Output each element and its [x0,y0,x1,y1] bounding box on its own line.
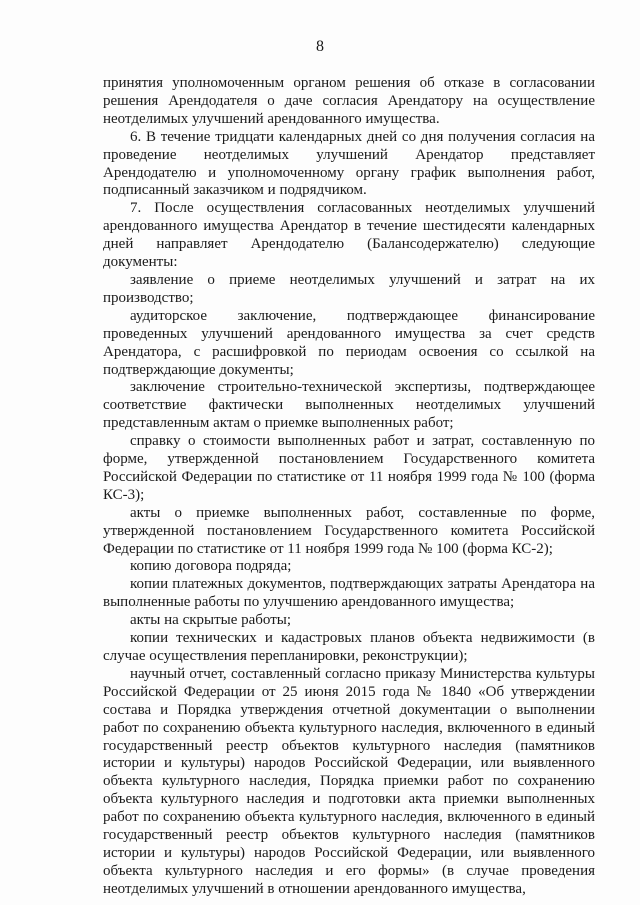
list-item-hidden-works: акты на скрытые работы; [130,612,292,629]
paragraph-continuation: принятия уполномоченным органом решения об отказе в согласовании решения Арендодателя о даче согласия Арендатору на осуществление неотделимых улучшений арендованного имущества. [103,75,595,127]
paragraph-item-6: 6. В течение тридцати календарных дней со дня получения согласия на проведение неотделимых улучшений Арендатор представляет Арендодателю и уполномоченному органу график выполнения работ, подписанный заказчиком и подрядчиком. [103,128,595,199]
list-item-expertise: заключение строительно-технической экспертизы, подтверждающее соответствие фактически выполненных неотделимых улучшений представленным актам о приемке выполненных работ; [103,379,595,432]
paragraph-item-7: 7. После осуществления согласованных неотделимых улучшений арендованного имущества Арендатор в течение шестидесяти календарных дней направляет Арендодателю (Балансодержателю) следующие документы: [103,200,595,271]
list-item-cost-certificate: справку о стоимости выполненных работ и затрат, составленную по форме, утвержденной постановлением Государственного комитета Российской Федерации по статистике от 11 ноября 1999 года № 100 (форма КС-3); [103,433,595,503]
list-item-payment-copies: копии платежных документов, подтверждающих затраты Арендатора на выполненные работы по улучшению арендованного имущества; [103,576,595,611]
list-item-technical-plans: копии технических и кадастровых планов объекта недвижимости (в случае осуществления перепланировки, реконструкции); [103,630,595,664]
list-item-audit-report: аудиторское заключение, подтверждающее финансирование проведенных улучшений арендованного имущества за счет средств Арендатора, с расшифровкой по периодам освоения со ссылкой на подтверждающие документы; [103,307,595,378]
list-item-scientific-report: научный отчет, составленный согласно приказу Министерства культуры Российской Федерации от 25 июня 2015 года № 1840 «Об утверждении состава и Порядка утверждения отчетной документации о выполнении работ по сохранению объекта культурного наследия, включенного в единый государственный реестр объектов культурного наследия (памятников истории и культуры) народов Российской Федерации, или выявленного объекта культурного наследия, Порядка приемки работ по сохранению объекта культурного наследия и подготовки акта приемки выполненных работ по сохранению объекта культурного наследия, включенного в единый государственный реестр объектов культурного наследия (памятников истории и культуры) народов Российской Федерации, или выявленного объекта культурного наследия и его формы» (в случае проведения неотделимых улучшений в отношении арендованного имущества, [103,665,595,897]
list-item-application: заявление о приеме неотделимых улучшений и затрат на их производство; [103,271,595,306]
document-body [103,75,595,899]
page-number: 8 [316,38,324,55]
list-item-contract-copy: копию договора подряда; [130,558,292,575]
list-item-acceptance-acts: акты о приемке выполненных работ, составленные по форме, утвержденной постановлением Государственного комитета Российской Федерации по статистике от 11 ноября 1999 года № 100 (форма КС-2); [103,504,595,557]
